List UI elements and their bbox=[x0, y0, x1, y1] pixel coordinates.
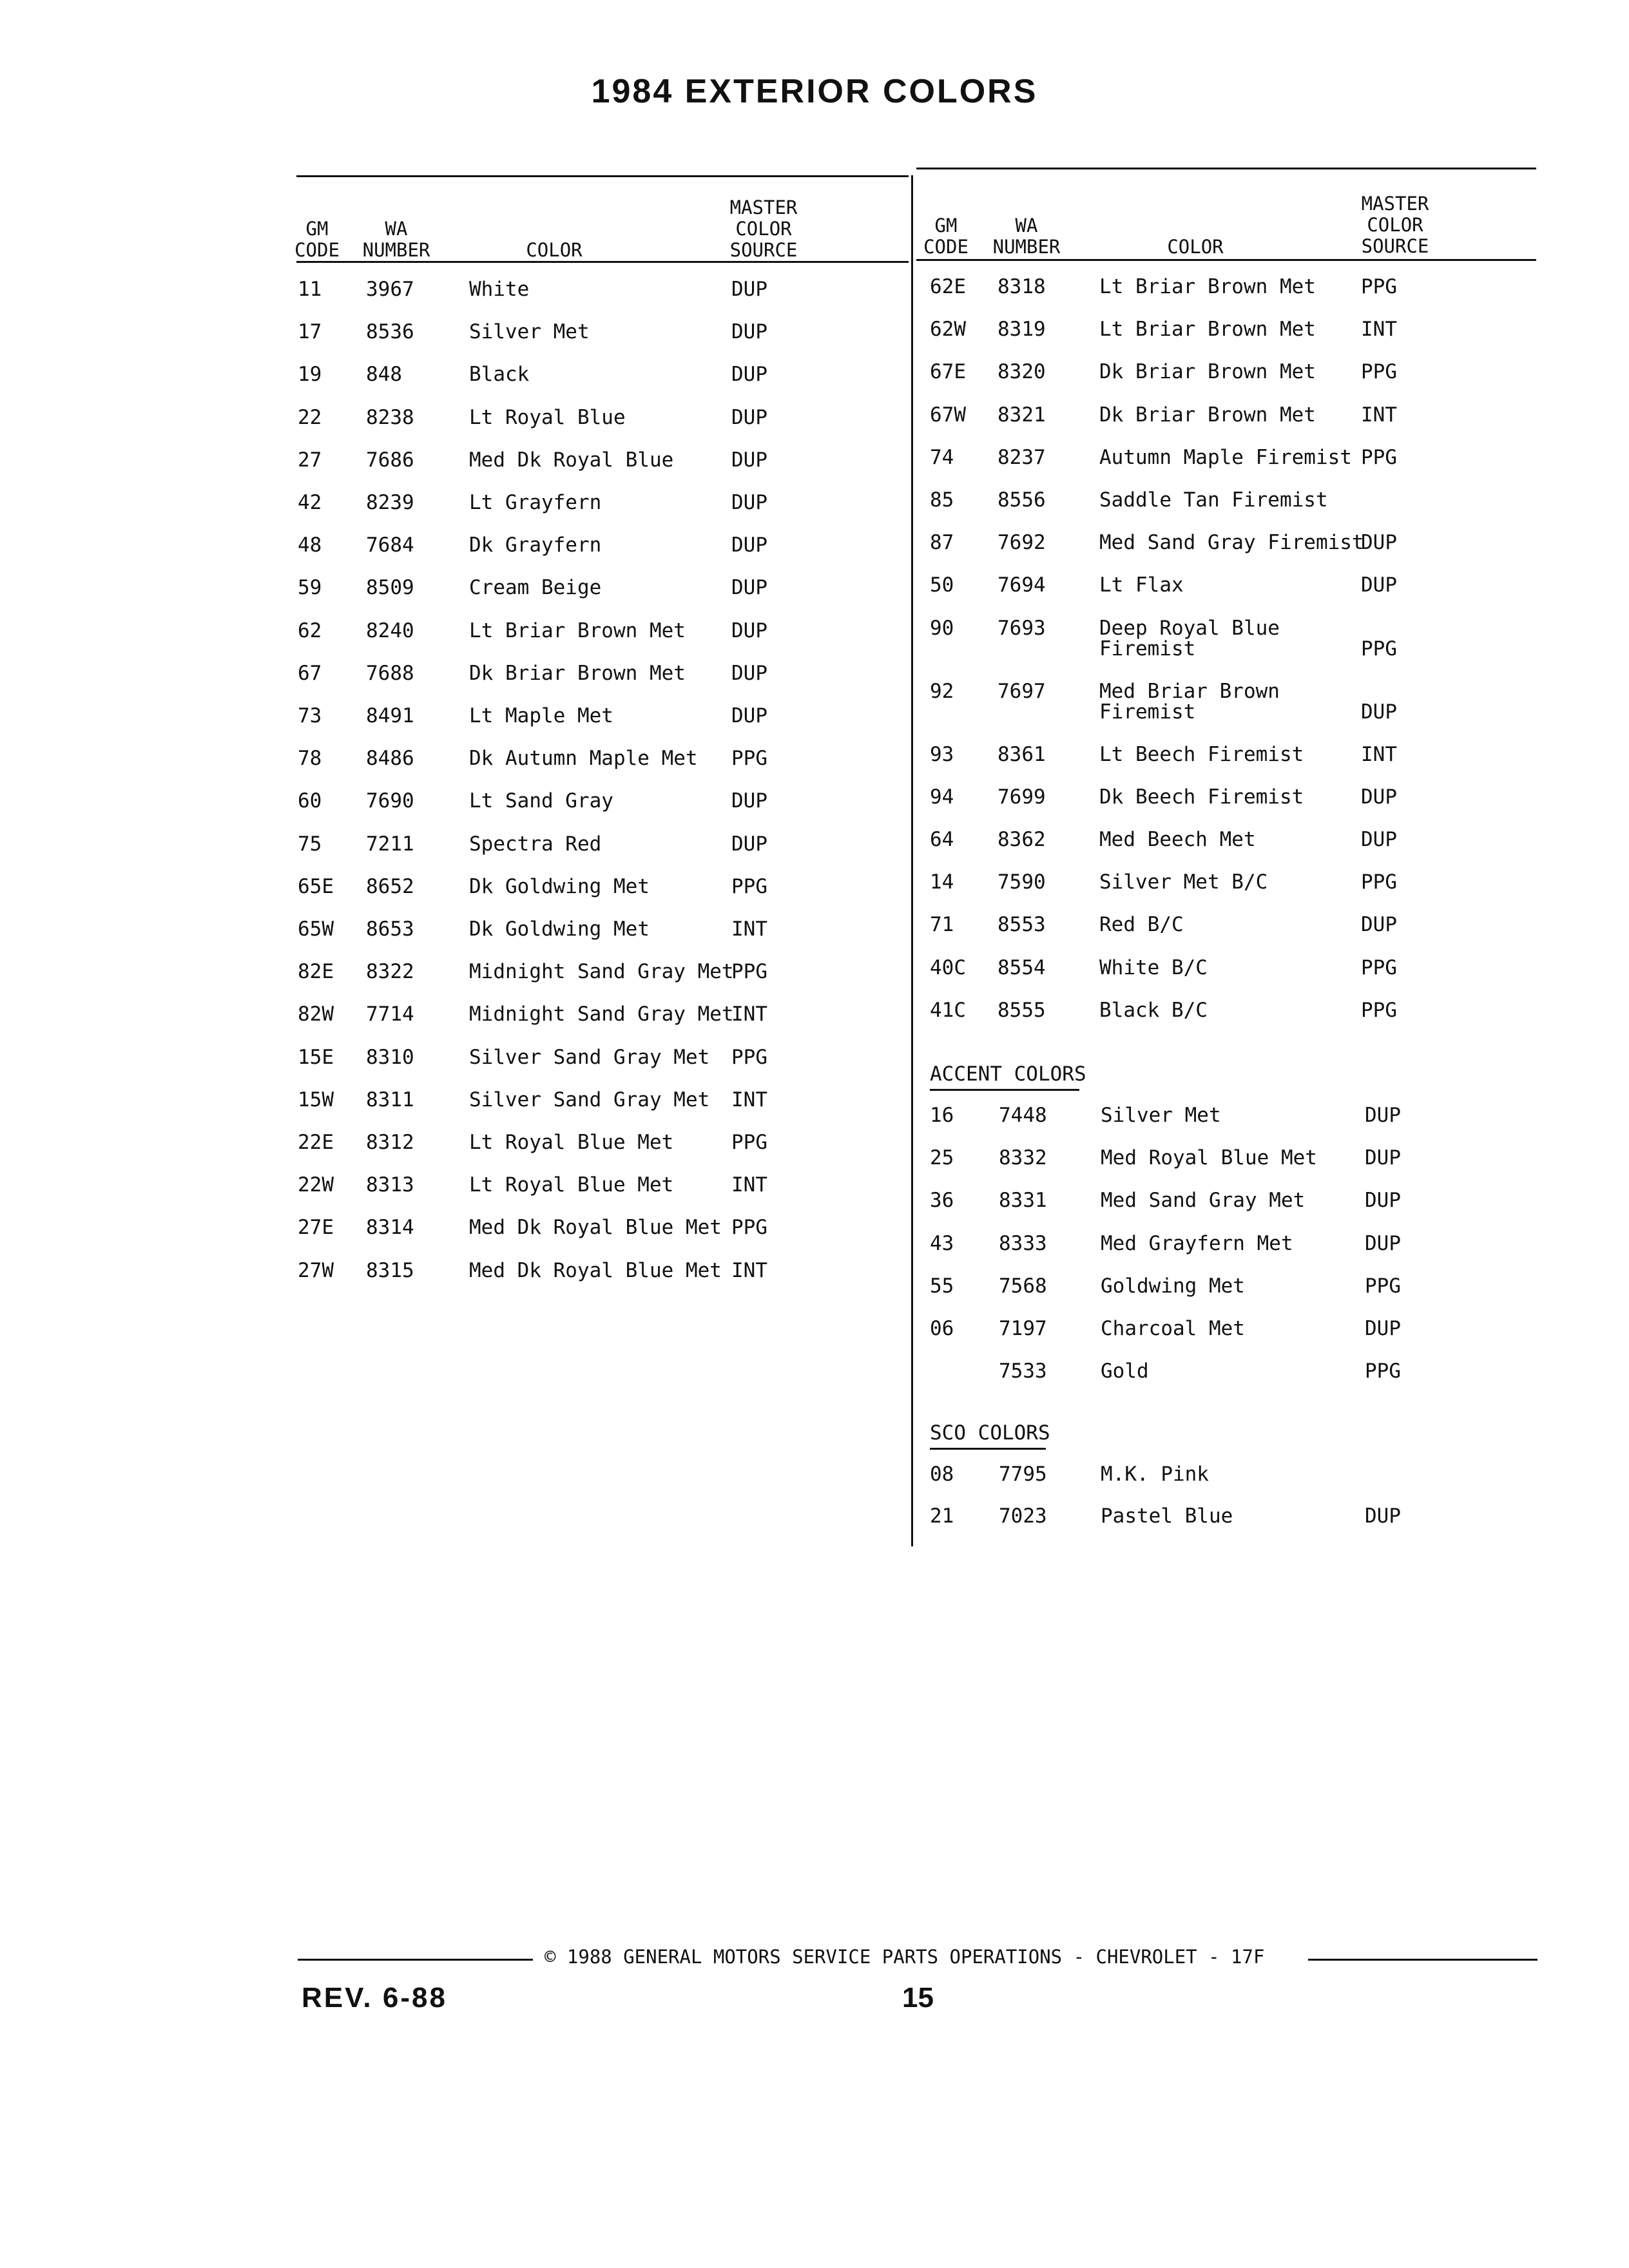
color-name-cell: Black B/C bbox=[1099, 998, 1208, 1022]
color-name-cell: Dk Beech Firemist bbox=[1099, 785, 1304, 809]
color-name-cell: Deep Royal Blue bbox=[1099, 616, 1280, 640]
accent-table-row bbox=[0, 1318, 1629, 1360]
wa-number-cell: 7688 bbox=[366, 661, 414, 685]
sco-colors-underline bbox=[930, 1448, 1046, 1450]
wa-number-cell: 7686 bbox=[366, 448, 414, 472]
gm-code-cell: 22W bbox=[298, 1173, 334, 1197]
wa-number-cell: 7197 bbox=[999, 1317, 1047, 1340]
color-name-cell: Med Sand Gray Met bbox=[1101, 1189, 1306, 1213]
color-name-cell: Lt Maple Met bbox=[469, 704, 613, 727]
source-cell: PPG bbox=[731, 874, 767, 898]
source-cell: DUP bbox=[1365, 1146, 1401, 1170]
source-cell: DUP bbox=[731, 448, 767, 472]
wa-number-cell: 8315 bbox=[366, 1258, 414, 1282]
color-name-cell: Dk Goldwing Met bbox=[469, 874, 650, 898]
color-name-cell: Med Briar Brown bbox=[1099, 679, 1280, 703]
top-rule-right bbox=[916, 168, 1536, 169]
right-table-row bbox=[0, 318, 1629, 361]
gm-code-cell: 67E bbox=[930, 360, 966, 384]
color-name-cell: Pastel Blue bbox=[1101, 1504, 1233, 1528]
wa-number-cell: 848 bbox=[366, 363, 402, 387]
color-name-cell: Med Sand Gray Firemist bbox=[1099, 531, 1364, 555]
wa-number-cell: 7714 bbox=[366, 1003, 414, 1026]
source-cell: DUP bbox=[1361, 573, 1397, 597]
color-name-cell: Lt Grayfern bbox=[469, 491, 602, 514]
color-name-cell: Dk Autumn Maple Met bbox=[469, 747, 698, 771]
gm-code-cell: 25 bbox=[930, 1146, 954, 1170]
wa-number-cell: 8237 bbox=[998, 445, 1046, 469]
right-header-gm-code: GM CODE bbox=[923, 215, 969, 258]
gm-code-cell: 59 bbox=[298, 576, 322, 600]
wa-number-cell: 8652 bbox=[366, 874, 414, 898]
header-rule-left bbox=[296, 261, 909, 263]
gm-code-cell: 71 bbox=[930, 913, 954, 937]
gm-code-cell: 11 bbox=[298, 278, 322, 301]
color-name-cell: Silver Met bbox=[1101, 1104, 1221, 1127]
sco-table-row bbox=[0, 1505, 1629, 1548]
right-table-row bbox=[0, 914, 1629, 956]
gm-code-cell: 65W bbox=[298, 918, 334, 941]
gm-code-cell: 15W bbox=[298, 1088, 334, 1111]
source-cell: INT bbox=[1361, 318, 1397, 341]
gm-code-cell: 60 bbox=[298, 789, 322, 813]
source-cell: DUP bbox=[731, 363, 767, 387]
right-table-row bbox=[0, 871, 1629, 914]
source-cell: DUP bbox=[1365, 1104, 1401, 1127]
source-cell: DUP bbox=[731, 278, 767, 301]
source-cell: INT bbox=[1361, 403, 1397, 427]
source-cell: DUP bbox=[731, 704, 767, 727]
source-cell: INT bbox=[731, 1088, 767, 1111]
right-header-source: MASTER COLOR SOURCE bbox=[1361, 193, 1429, 257]
color-name-cell: M.K. Pink bbox=[1101, 1463, 1209, 1486]
wa-number-cell: 8555 bbox=[998, 998, 1046, 1022]
wa-number-cell: 7692 bbox=[998, 531, 1046, 555]
color-name-cell: White bbox=[469, 278, 530, 301]
wa-number-cell: 8362 bbox=[998, 828, 1046, 851]
color-name-cell: Midnight Sand Gray Met bbox=[469, 960, 734, 984]
wa-number-cell: 8238 bbox=[366, 405, 414, 429]
wa-number-cell: 8314 bbox=[366, 1216, 414, 1240]
gm-code-cell: 62W bbox=[930, 318, 966, 341]
right-table-row bbox=[0, 680, 1629, 723]
sco-table-row bbox=[0, 1463, 1629, 1506]
source-cell: DUP bbox=[731, 405, 767, 429]
gm-code-cell: 82E bbox=[298, 960, 334, 984]
color-name-cell: Lt Flax bbox=[1099, 573, 1184, 597]
color-name-cell: Black bbox=[469, 363, 530, 387]
source-cell: PPG bbox=[1361, 445, 1397, 469]
wa-number-cell: 7448 bbox=[999, 1104, 1047, 1127]
gm-code-cell: 94 bbox=[930, 785, 954, 809]
color-name-cell: Lt Beech Firemist bbox=[1099, 742, 1304, 766]
wa-number-cell: 7533 bbox=[999, 1360, 1047, 1383]
source-cell: PPG bbox=[1361, 870, 1397, 894]
right-table-row bbox=[0, 957, 1629, 999]
color-name-cell: Cream Beige bbox=[469, 576, 602, 600]
wa-number-cell: 7684 bbox=[366, 533, 414, 557]
source-cell: PPG bbox=[1365, 1360, 1401, 1383]
wa-number-cell: 7693 bbox=[998, 616, 1046, 640]
gm-code-cell: 14 bbox=[930, 870, 954, 894]
right-table-row bbox=[0, 574, 1629, 617]
accent-colors-title: ACCENT COLORS bbox=[930, 1062, 1086, 1086]
right-table-row bbox=[0, 361, 1629, 403]
color-name-cell: Dk Briar Brown Met bbox=[1099, 403, 1316, 427]
wa-number-cell: 8556 bbox=[998, 488, 1046, 512]
source-cell: DUP bbox=[1365, 1504, 1401, 1528]
color-name-cell: Lt Briar Brown Met bbox=[469, 619, 686, 642]
left-header-wa-number: WA NUMBER bbox=[362, 218, 430, 261]
right-table-row bbox=[0, 276, 1629, 318]
gm-code-cell: 85 bbox=[930, 488, 954, 512]
wa-number-cell: 3967 bbox=[366, 278, 414, 301]
wa-number-cell: 8653 bbox=[366, 918, 414, 941]
source-cell: DUP bbox=[1361, 913, 1397, 937]
wa-number-cell: 8331 bbox=[999, 1189, 1047, 1213]
source-cell: PPG bbox=[1361, 275, 1397, 298]
source-cell: DUP bbox=[731, 320, 767, 344]
source-cell: DUP bbox=[731, 576, 767, 600]
source-cell: DUP bbox=[1361, 785, 1397, 809]
gm-code-cell: 75 bbox=[298, 832, 322, 856]
wa-number-cell: 7211 bbox=[366, 832, 414, 856]
gm-code-cell: 41C bbox=[930, 998, 966, 1022]
source-cell: INT bbox=[731, 1173, 767, 1197]
gm-code-cell: 78 bbox=[298, 747, 322, 771]
page-number: 15 bbox=[902, 1982, 934, 2013]
source-cell: PPG bbox=[1361, 998, 1397, 1022]
accent-table-row bbox=[0, 1275, 1629, 1318]
source-cell: PPG bbox=[1361, 637, 1397, 660]
wa-number-cell: 7023 bbox=[999, 1504, 1047, 1528]
accent-table-row bbox=[0, 1233, 1629, 1275]
gm-code-cell: 67W bbox=[930, 403, 966, 427]
source-cell: DUP bbox=[731, 789, 767, 813]
wa-number-cell: 8553 bbox=[998, 913, 1046, 937]
wa-number-cell: 8536 bbox=[366, 320, 414, 344]
gm-code-cell: 06 bbox=[930, 1317, 954, 1340]
source-cell: PPG bbox=[731, 960, 767, 984]
gm-code-cell: 17 bbox=[298, 320, 322, 344]
gm-code-cell: 55 bbox=[930, 1274, 954, 1298]
source-cell: PPG bbox=[1365, 1274, 1401, 1298]
right-table-row bbox=[0, 447, 1629, 489]
page-title: 1984 EXTERIOR COLORS bbox=[591, 73, 1038, 110]
wa-number-cell: 8318 bbox=[998, 275, 1046, 298]
gm-code-cell: 21 bbox=[930, 1504, 954, 1528]
wa-number-cell: 8554 bbox=[998, 956, 1046, 979]
color-name-cell: Lt Royal Blue Met bbox=[469, 1173, 674, 1197]
wa-number-cell: 7590 bbox=[998, 870, 1046, 894]
wa-number-cell: 7699 bbox=[998, 785, 1046, 809]
gm-code-cell: 82W bbox=[298, 1003, 334, 1026]
color-name-cell: Gold bbox=[1101, 1360, 1149, 1383]
gm-code-cell: 62E bbox=[930, 275, 966, 298]
color-name-cell: Silver Met B/C bbox=[1099, 870, 1268, 894]
accent-colors-underline bbox=[930, 1089, 1079, 1091]
right-table-row bbox=[0, 532, 1629, 574]
footer-rule-right bbox=[1308, 1959, 1537, 1961]
gm-code-cell: 93 bbox=[930, 742, 954, 766]
color-name-cell: Lt Briar Brown Met bbox=[1099, 318, 1316, 341]
color-name-cell: Med Dk Royal Blue Met bbox=[469, 1216, 722, 1240]
color-name-cell: Spectra Red bbox=[469, 832, 602, 856]
left-header-color: COLOR bbox=[526, 239, 583, 261]
source-cell: PPG bbox=[731, 747, 767, 771]
gm-code-cell: 65E bbox=[298, 874, 334, 898]
gm-code-cell: 08 bbox=[930, 1463, 954, 1486]
gm-code-cell: 40C bbox=[930, 956, 966, 979]
color-name-cell: Dk Briar Brown Met bbox=[1099, 360, 1316, 384]
wa-number-cell: 8491 bbox=[366, 704, 414, 727]
left-table-row bbox=[0, 1046, 1629, 1089]
gm-code-cell: 74 bbox=[930, 445, 954, 469]
source-cell: DUP bbox=[1365, 1189, 1401, 1213]
right-table-row bbox=[0, 744, 1629, 786]
source-cell: INT bbox=[731, 918, 767, 941]
gm-code-cell: 67 bbox=[298, 661, 322, 685]
gm-code-cell: 36 bbox=[930, 1189, 954, 1213]
source-cell: INT bbox=[731, 1003, 767, 1026]
color-name-cell: Med Dk Royal Blue bbox=[469, 448, 674, 472]
right-table-row bbox=[0, 617, 1629, 660]
color-name-cell: Dk Goldwing Met bbox=[469, 918, 650, 941]
sco-colors-title: SCO COLORS bbox=[930, 1421, 1050, 1445]
gm-code-cell: 27 bbox=[298, 448, 322, 472]
color-name-cell: Dk Grayfern bbox=[469, 533, 602, 557]
color-name-cell: Autumn Maple Firemist bbox=[1099, 445, 1352, 469]
wa-number-cell: 8310 bbox=[366, 1045, 414, 1069]
right-table-row bbox=[0, 786, 1629, 829]
source-cell: DUP bbox=[731, 832, 767, 856]
wa-number-cell: 8322 bbox=[366, 960, 414, 984]
gm-code-cell: 48 bbox=[298, 533, 322, 557]
gm-code-cell: 92 bbox=[930, 679, 954, 703]
accent-table-row bbox=[0, 1360, 1629, 1403]
source-cell: INT bbox=[731, 1258, 767, 1282]
color-name-cell: Silver Sand Gray Met bbox=[469, 1045, 710, 1069]
color-name-cell: Silver Met bbox=[469, 320, 590, 344]
source-cell: INT bbox=[1361, 742, 1397, 766]
wa-number-cell: 7690 bbox=[366, 789, 414, 813]
source-cell: PPG bbox=[731, 1216, 767, 1240]
wa-number-cell: 8239 bbox=[366, 491, 414, 514]
top-rule-left bbox=[296, 175, 909, 177]
wa-number-cell: 8361 bbox=[998, 742, 1046, 766]
wa-number-cell: 8509 bbox=[366, 576, 414, 600]
color-name-cell: Red B/C bbox=[1099, 913, 1184, 937]
source-cell: DUP bbox=[1361, 828, 1397, 851]
source-cell: PPG bbox=[1361, 956, 1397, 979]
gm-code-cell: 42 bbox=[298, 491, 322, 514]
footer-rule-left bbox=[298, 1959, 533, 1961]
gm-code-cell: 22 bbox=[298, 405, 322, 429]
gm-code-cell: 87 bbox=[930, 531, 954, 555]
source-cell: DUP bbox=[1365, 1317, 1401, 1340]
color-name-line2-cell: Firemist bbox=[1099, 637, 1196, 660]
wa-number-cell: 8332 bbox=[999, 1146, 1047, 1170]
gm-code-cell: 15E bbox=[298, 1045, 334, 1069]
gm-code-cell: 43 bbox=[930, 1231, 954, 1255]
gm-code-cell: 19 bbox=[298, 363, 322, 387]
source-cell: DUP bbox=[1365, 1231, 1401, 1255]
wa-number-cell: 7694 bbox=[998, 573, 1046, 597]
source-cell: PPG bbox=[1361, 360, 1397, 384]
source-cell: PPG bbox=[731, 1131, 767, 1154]
color-name-cell: Silver Sand Gray Met bbox=[469, 1088, 710, 1111]
gm-code-cell: 62 bbox=[298, 619, 322, 642]
footer-copyright: © 1988 GENERAL MOTORS SERVICE PARTS OPERATIONS - CHEVROLET - 17F bbox=[545, 1946, 1265, 1968]
source-cell: DUP bbox=[731, 533, 767, 557]
accent-table-row bbox=[0, 1189, 1629, 1232]
gm-code-cell: 27E bbox=[298, 1216, 334, 1240]
right-header-wa-number: WA NUMBER bbox=[992, 215, 1061, 258]
color-name-cell: Med Grayfern Met bbox=[1101, 1231, 1293, 1255]
wa-number-cell: 8313 bbox=[366, 1173, 414, 1197]
gm-code-cell: 64 bbox=[930, 828, 954, 851]
wa-number-cell: 8311 bbox=[366, 1088, 414, 1111]
right-table-row bbox=[0, 999, 1629, 1042]
color-name-cell: Med Beech Met bbox=[1099, 828, 1256, 851]
gm-code-cell: 22E bbox=[298, 1131, 334, 1154]
wa-number-cell: 8486 bbox=[366, 747, 414, 771]
wa-number-cell: 8320 bbox=[998, 360, 1046, 384]
color-name-cell: Goldwing Met bbox=[1101, 1274, 1245, 1298]
color-name-cell: Lt Sand Gray bbox=[469, 789, 613, 813]
color-name-cell: Lt Briar Brown Met bbox=[1099, 275, 1316, 298]
gm-code-cell: 73 bbox=[298, 704, 322, 727]
gm-code-cell: 90 bbox=[930, 616, 954, 640]
color-name-cell: Charcoal Met bbox=[1101, 1317, 1245, 1340]
wa-number-cell: 8312 bbox=[366, 1131, 414, 1154]
left-header-source: MASTER COLOR SOURCE bbox=[729, 197, 798, 261]
color-name-cell: Dk Briar Brown Met bbox=[469, 661, 686, 685]
accent-table-row bbox=[0, 1147, 1629, 1189]
color-name-cell: Lt Royal Blue Met bbox=[469, 1131, 674, 1154]
color-name-cell: Lt Royal Blue bbox=[469, 405, 626, 429]
color-name-cell: White B/C bbox=[1099, 956, 1208, 979]
source-cell: DUP bbox=[731, 619, 767, 642]
left-header-gm-code: GM CODE bbox=[294, 218, 340, 261]
wa-number-cell: 8240 bbox=[366, 619, 414, 642]
color-name-cell: Med Dk Royal Blue Met bbox=[469, 1258, 722, 1282]
color-name-line2-cell: Firemist bbox=[1099, 700, 1196, 724]
source-cell: DUP bbox=[1361, 700, 1397, 724]
source-cell: PPG bbox=[731, 1045, 767, 1069]
color-name-cell: Midnight Sand Gray Met bbox=[469, 1003, 734, 1026]
color-name-cell: Saddle Tan Firemist bbox=[1099, 488, 1328, 512]
right-table-row bbox=[0, 489, 1629, 532]
wa-number-cell: 7568 bbox=[999, 1274, 1047, 1298]
color-name-cell: Med Royal Blue Met bbox=[1101, 1146, 1317, 1170]
revision-label: REV. 6-88 bbox=[302, 1982, 447, 2013]
wa-number-cell: 8333 bbox=[999, 1231, 1047, 1255]
wa-number-cell: 7697 bbox=[998, 679, 1046, 703]
gm-code-cell: 50 bbox=[930, 573, 954, 597]
source-cell: DUP bbox=[731, 491, 767, 514]
gm-code-cell: 27W bbox=[298, 1258, 334, 1282]
accent-table-row bbox=[0, 1104, 1629, 1147]
header-rule-right bbox=[916, 259, 1536, 261]
right-table-row bbox=[0, 829, 1629, 871]
wa-number-cell: 8319 bbox=[998, 318, 1046, 341]
source-cell: DUP bbox=[731, 661, 767, 685]
wa-number-cell: 7795 bbox=[999, 1463, 1047, 1486]
right-header-color: COLOR bbox=[1167, 236, 1224, 258]
source-cell: DUP bbox=[1361, 531, 1397, 555]
gm-code-cell: 16 bbox=[930, 1104, 954, 1127]
right-table-row bbox=[0, 404, 1629, 447]
wa-number-cell: 8321 bbox=[998, 403, 1046, 427]
